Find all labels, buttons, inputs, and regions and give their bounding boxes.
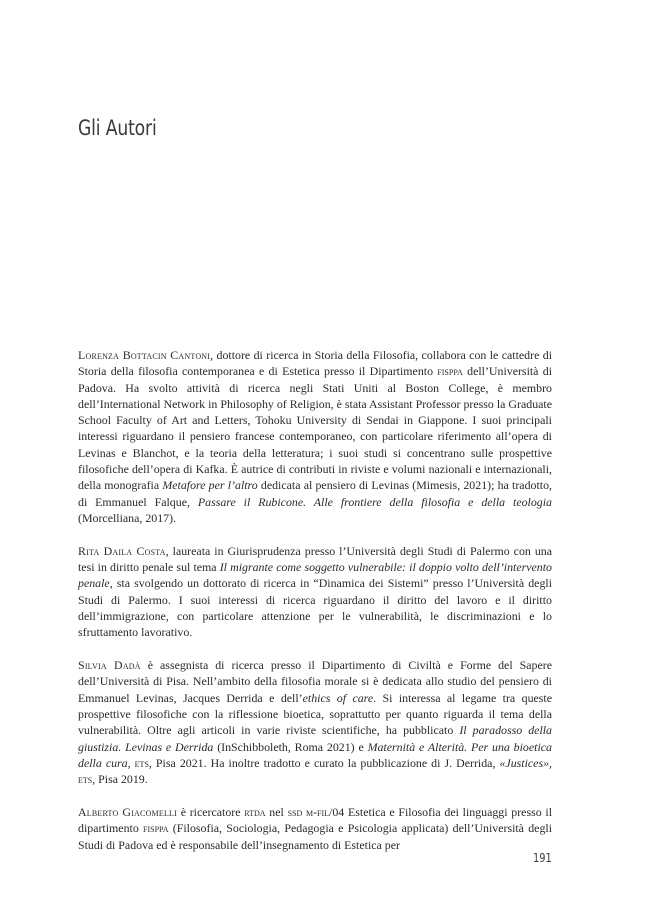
- author-name: Silvia Dadà: [78, 658, 141, 673]
- author-bio: Silvia Dadà è assegnista di ricerca presso il Dipartimento di Civiltà e Forme del Sapere dell’Università di Pisa. Nell’ambito della filosofia morale si è dedicata allo studio del pensiero di Emmanuel Levinas, Jacques Derrida e dell’ethics of care. Si interessa al legame tra queste prospettive filosofiche con la riflessione bioetica, soprattutto per quanto riguarda il tema della vulnerabilità. Oltre agli articoli in varie riviste scientifiche, ha pubblicato Il paradosso della giustizia. Levinas e Derrida (InSchibboleth, Roma 2021) e Maternità e Alterità. Per una bioetica della cura, ets, Pisa 2021. Ha inoltre tradotto e curato la pubblicazione di J. Derrida, «Justices», ets, Pisa 2019.: [78, 658, 553, 787]
- author-bio: Rita Daila Costa, laureata in Giurisprudenza presso l’Università degli Studi di Palermo con una tesi in diritto penale sul tema Il migrante come soggetto vulnerabile: il doppio volto dell’intervento penale, sta svolgendo un dottorato di ricerca in “Dinamica dei Sistemi” presso l’Università degli Studi di Palermo. I suoi interessi di ricerca riguardano il diritto del lavoro e il diritto dell’immigrazione, con particolare attenzione per le vulnerabilità, le discriminazioni e lo sfruttamento lavorativo.: [78, 543, 553, 640]
- author-bio: Lorenza Bottacin Cantoni, dottore di ricerca in Storia della Filosofia, collabora con le cattedre di Storia della filosofia contemporanea e di Estetica presso il Dipartimento fisppa dell’Università di Padova. Ha svolto attività di ricerca negli Stati Uniti al Boston College, è membro dell’International Network in Philosophy of Religion, è stata Assistant Professor presso la Graduate School Faculty of Art and Letters, Tohoku University di Sendai in Giappone. I suoi principali interessi riguardano il pensiero francese contemporaneo, con particolare riferimento all’opera di Levinas e Blanchot, e la teoria della letteratura; i suoi studi si concentrano sulle prospettive filosofiche dell’opera di Kafka. È autrice di contributi in riviste e volumi nazionali e internazionali, della monografia Metafore per l’altro dedicata al pensiero di Levinas (Mimesis, 2021); ha tradotto, di Emmanuel Falque, Passare il Rubicone. Alle frontiere della filosofia e della teologia (Morcelliana, 2017).: [78, 348, 552, 525]
- author-name: Alberto Giacomelli: [78, 804, 177, 819]
- page-number: 191: [533, 851, 552, 865]
- author-name: Lorenza Bottacin Cantoni: [78, 348, 211, 362]
- page-title: Gli Autori: [78, 116, 157, 140]
- authors-list: [78, 347, 552, 869]
- author-bio: Alberto Giacomelli è ricercatore rtda nel ssd m-fil/04 Estetica e Filosofia dei linguaggi presso il dipartimento fisppa (Filosofia, Sociologia, Pedagogia e Psicologia applicata) dell’Università degli Studi di Padova ed è responsabile dell’insegnamento di Estetica per: [78, 804, 553, 852]
- author-name: Rita Daila Costa: [78, 543, 166, 558]
